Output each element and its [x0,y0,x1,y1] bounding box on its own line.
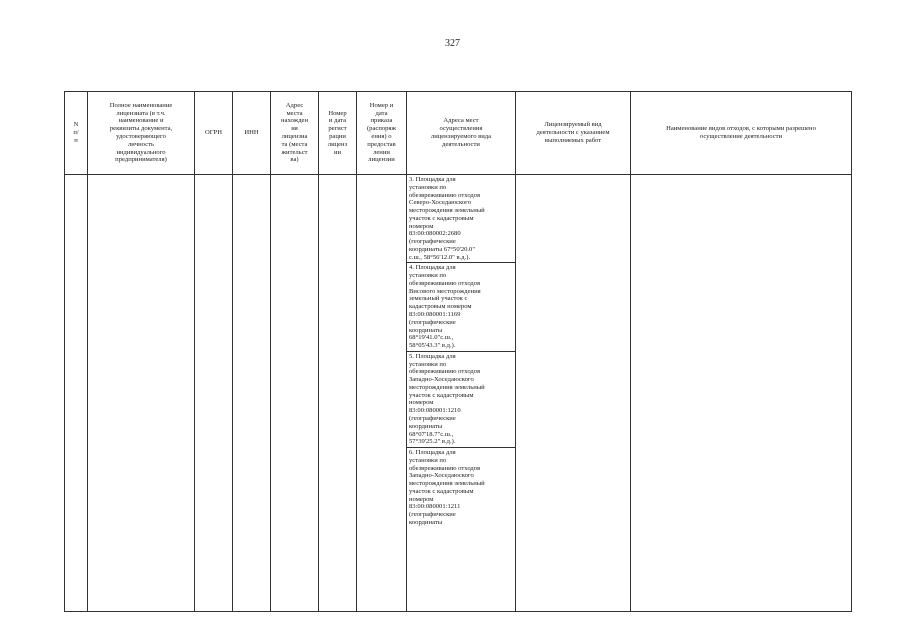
license-registry-table [64,91,852,612]
header-inn: ИНН [233,92,271,175]
cell-ogrn [195,175,233,612]
header-licensee-address: Адрес места нахожден ия лицензиа та (места жительст ва) [271,92,319,175]
header-activity-addresses: Адреса мест осуществления лицензируемого вида деятельности [407,92,516,175]
header-number: N п/ п [65,92,88,175]
header-license-number-date: Номер и дата регист рации лиценз ии [319,92,357,175]
table-row [65,175,852,612]
cell-activity-addresses [407,175,516,612]
site-list [407,175,515,611]
site-entry: 5. Площадка для установки по обезвреживанию отходов Западно-Хоседаюского месторождения земельный участок с кадастровым номером 83:00:080001:1210 (географические координаты 68°07'18.7"с.ш., 57°39'25.2" в.д.). [407,352,515,448]
page-number: 327 [445,38,460,49]
cell-order-number-date [357,175,407,612]
cell-licensed-activity [516,175,631,612]
header-licensee-name: Полное наименование лицензиата (в т.ч. наименование и реквизиты документа, удостоверяющего личность индивидуального предпринимателя) [88,92,195,175]
site-entry: 3. Площадка для установки по обезвреживанию отходов Северо-Хоседаюского месторождения земельный участок с кадастровым номером 83:00:080002:2680 (географические координаты 67°50'20.0" с.ш., 58°56'12.0" в.д.). [407,175,515,263]
table-header-row [65,92,852,175]
header-licensed-activity: Лицензируемый вид деятельности с указанием выполняемых работ [516,92,631,175]
header-ogrn: ОГРН [195,92,233,175]
site-entry: 6. Площадка для установки по обезвреживанию отходов Западно-Хоседаюского месторождения земельный участок с кадастровым номером 83:00:080001:1211 (географические координаты [409,449,485,526]
cell-license-number-date [319,175,357,612]
site-entry: 4. Площадка для установки по обезвреживанию отходов Висового месторождения земельный участок с кадастровым номером 83:00:080001:1169 (географические координаты 68°19'41.0"с.ш., 58°05'43.3" в.д.). [407,263,515,351]
cell-inn [233,175,271,612]
cell-licensee-address [271,175,319,612]
cell-waste-types [631,175,852,612]
cell-number [65,175,88,612]
cell-licensee-name [88,175,195,612]
header-order-number-date: Номер и дата приказа (распоряж ения) о предостав лении лицензии [357,92,407,175]
header-waste-types: Наименование видов отходов, с которыми разрешено осуществление деятельности [631,92,852,175]
